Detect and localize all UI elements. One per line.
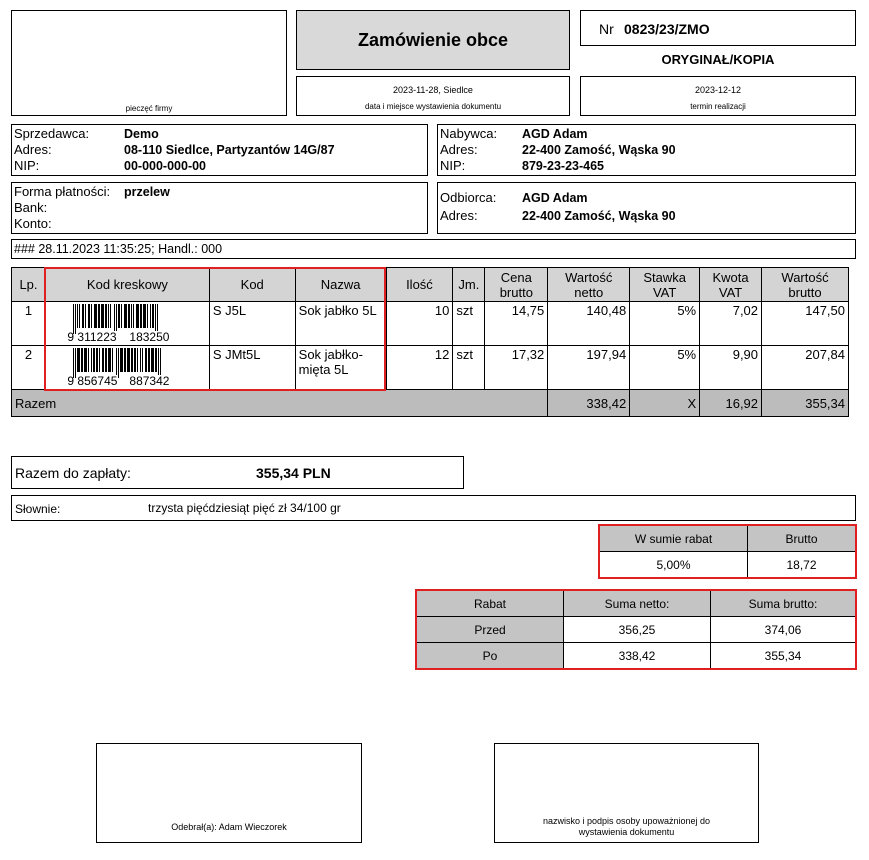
due-date-caption: termin realizacji bbox=[690, 102, 746, 111]
barcode-bar bbox=[124, 348, 126, 372]
barcode-bar bbox=[131, 348, 133, 372]
discount-summary-gross-header: Brutto bbox=[748, 525, 857, 552]
total-vat-rate: X bbox=[630, 390, 700, 417]
barcode-bar bbox=[101, 304, 104, 328]
barcode-bar bbox=[112, 348, 113, 372]
row-value-gross: 147,50 bbox=[762, 302, 849, 346]
barcode-bar bbox=[110, 304, 111, 328]
items-header-row bbox=[12, 268, 849, 302]
discount-header-gross: Suma brutto: bbox=[711, 590, 857, 617]
row-vat-rate: 5% bbox=[630, 302, 700, 346]
doc-number-box bbox=[580, 10, 856, 46]
items-table bbox=[11, 267, 849, 417]
barcode-bar bbox=[108, 348, 111, 372]
barcode-bar bbox=[82, 304, 84, 328]
table-row bbox=[416, 643, 856, 670]
buyer-nip-label: NIP: bbox=[440, 158, 466, 173]
row-code: S JMt5L bbox=[209, 346, 295, 390]
recipient-address-label: Adres: bbox=[440, 208, 478, 223]
row-lp: 2 bbox=[12, 346, 46, 390]
issue-date-box bbox=[296, 76, 570, 116]
row-code: S J5L bbox=[209, 302, 295, 346]
recipient-address: 22-400 Zamość, Wąska 90 bbox=[522, 209, 676, 223]
header-value-net: Wartość netto bbox=[548, 268, 630, 302]
barcode-bar bbox=[150, 304, 151, 328]
row-vat-amount: 9,90 bbox=[700, 346, 762, 390]
barcode-bar bbox=[88, 348, 89, 372]
table-row bbox=[12, 302, 849, 346]
issue-date-caption: data i miejsce wystawienia dokumentu bbox=[364, 102, 502, 111]
barcode-bar bbox=[98, 304, 100, 328]
row-lp: 1 bbox=[12, 302, 46, 346]
header-qty: Ilość bbox=[386, 268, 453, 302]
discount-row-gross: 355,34 bbox=[711, 643, 857, 670]
barcode-bar bbox=[136, 304, 139, 328]
to-pay-box bbox=[11, 456, 464, 489]
received-signature-box bbox=[96, 743, 362, 843]
discount-row-net: 356,25 bbox=[564, 617, 711, 643]
barcode-bar bbox=[133, 304, 134, 328]
seller-label: Sprzedawca: bbox=[14, 126, 90, 141]
barcode-bar bbox=[91, 348, 92, 372]
barcode-bar bbox=[75, 348, 76, 378]
company-stamp-label: pieczęć firmy bbox=[125, 104, 173, 113]
barcode-bar bbox=[91, 304, 92, 328]
discount-row-gross: 374,06 bbox=[711, 617, 857, 643]
header-value-gross: Wartość brutto bbox=[762, 268, 849, 302]
doc-number-label: Nr bbox=[599, 21, 614, 37]
discount-summary-header: W sumie rabat bbox=[599, 525, 748, 552]
header-barcode: Kod kreskowy bbox=[45, 268, 209, 302]
barcode-bar bbox=[148, 348, 150, 372]
barcode-bar bbox=[121, 304, 122, 328]
row-price-gross: 17,32 bbox=[485, 346, 548, 390]
header-price-gross: Cena brutto bbox=[485, 268, 548, 302]
received-by: Odebrał(a): Adam Wieczorek bbox=[171, 822, 287, 832]
payment-bank-label: Bank: bbox=[14, 200, 48, 215]
header-lp: Lp. bbox=[12, 268, 46, 302]
seller-name: Demo bbox=[124, 127, 159, 141]
barcode-bar bbox=[120, 348, 123, 372]
barcode-bar bbox=[84, 348, 87, 372]
seller-address: 08-110 Siedlce, Partyzantów 14G/87 bbox=[124, 143, 335, 157]
barcode-bar bbox=[128, 304, 130, 328]
barcode-bar bbox=[151, 348, 154, 372]
discount-row-label: Przed bbox=[416, 617, 564, 643]
buyer-address: 22-400 Zamość, Wąska 90 bbox=[522, 143, 676, 157]
header-code: Kod bbox=[209, 268, 295, 302]
row-unit: szt bbox=[453, 346, 485, 390]
doc-number-value: 0823/23/ZMO bbox=[624, 21, 710, 37]
barcode-bar bbox=[77, 304, 78, 328]
barcode-bar bbox=[118, 304, 120, 328]
barcode-bar bbox=[118, 348, 119, 378]
issue-date-place: 2023-11-28, Siedlce bbox=[393, 85, 473, 95]
barcode-bar bbox=[81, 348, 83, 372]
row-unit: szt bbox=[453, 302, 485, 346]
row-qty: 12 bbox=[386, 346, 453, 390]
barcode-bar bbox=[147, 304, 148, 328]
table-row bbox=[12, 346, 849, 390]
table-row bbox=[416, 617, 856, 643]
row-value-net: 197,94 bbox=[548, 346, 630, 390]
barcode-bar bbox=[131, 304, 132, 328]
barcode-bar bbox=[140, 304, 142, 328]
recipient-name: AGD Adam bbox=[522, 191, 588, 205]
in-words-label: Słownie: bbox=[15, 502, 61, 516]
barcode-bar bbox=[94, 304, 97, 328]
seller-box bbox=[11, 124, 428, 176]
barcode-bar bbox=[124, 304, 127, 328]
barcode-bar bbox=[105, 348, 107, 372]
in-words-box bbox=[11, 495, 856, 521]
barcode-bar bbox=[142, 348, 143, 372]
row-name: Sok jabłko 5L bbox=[295, 302, 386, 346]
doc-title: Zamówienie obce bbox=[357, 30, 509, 50]
barcode-bar bbox=[134, 348, 136, 372]
payment-form-label: Forma płatności: bbox=[14, 184, 111, 199]
buyer-label: Nabywca: bbox=[440, 126, 498, 141]
row-barcode: 9 311223 183250 bbox=[45, 302, 209, 346]
row-vat-rate: 5% bbox=[630, 346, 700, 390]
items-total-row bbox=[12, 390, 849, 417]
info-line: ### 28.11.2023 11:35:25; Handl.: 000 bbox=[11, 239, 856, 259]
recipient-box bbox=[437, 182, 856, 234]
total-vat-amount: 16,92 bbox=[700, 390, 762, 417]
barcode-bar bbox=[152, 304, 154, 328]
barcode-bar bbox=[127, 348, 130, 372]
barcode-bar bbox=[108, 304, 109, 328]
barcode-bar bbox=[140, 348, 141, 372]
row-qty: 10 bbox=[386, 302, 453, 346]
row-vat-amount: 7,02 bbox=[700, 302, 762, 346]
barcode-bar bbox=[145, 348, 147, 372]
header-vat-rate: Stawka VAT bbox=[630, 268, 700, 302]
header-vat-amount: Kwota VAT bbox=[700, 268, 762, 302]
barcode-bar bbox=[85, 304, 86, 328]
barcode-bar bbox=[88, 304, 90, 328]
barcode-bar bbox=[77, 348, 80, 372]
row-value-gross: 207,84 bbox=[762, 346, 849, 390]
discount-header-net: Suma netto: bbox=[564, 590, 711, 617]
barcode-bar bbox=[102, 348, 104, 372]
buyer-address-label: Adres: bbox=[440, 142, 478, 157]
buyer-name: AGD Adam bbox=[522, 127, 588, 141]
buyer-box bbox=[437, 124, 856, 176]
barcode-bar bbox=[143, 304, 146, 328]
buyer-nip: 879-23-23-465 bbox=[522, 159, 605, 173]
doc-title-box bbox=[296, 10, 570, 70]
barcode-bar bbox=[96, 348, 98, 372]
due-date-box bbox=[580, 76, 856, 116]
total-value-net: 338,42 bbox=[548, 390, 630, 417]
barcode-bar bbox=[75, 304, 76, 334]
row-barcode: 9 856745 887342 bbox=[45, 346, 209, 390]
discount-summary-table bbox=[598, 524, 857, 579]
barcode-bar bbox=[79, 304, 80, 328]
payment-box bbox=[11, 182, 428, 234]
discount-header-rabat: Rabat bbox=[416, 590, 564, 617]
discount-row-label: Po bbox=[416, 643, 564, 670]
payment-account-label: Konto: bbox=[14, 216, 52, 231]
to-pay-value: 355,34 PLN bbox=[256, 465, 331, 481]
row-price-gross: 14,75 bbox=[485, 302, 548, 346]
seller-nip: 00-000-000-00 bbox=[124, 159, 207, 173]
payment-form: przelew bbox=[124, 185, 170, 199]
to-pay-label: Razem do zapłaty: bbox=[15, 465, 131, 481]
total-value-gross: 355,34 bbox=[762, 390, 849, 417]
authorized-signature-box bbox=[494, 743, 759, 843]
row-value-net: 140,48 bbox=[548, 302, 630, 346]
barcode-bar bbox=[93, 348, 95, 372]
company-stamp-box bbox=[11, 10, 287, 116]
in-words-value: trzysta pięćdziesiąt pięć zł 34/100 gr bbox=[148, 501, 341, 515]
seller-nip-label: NIP: bbox=[14, 158, 40, 173]
header-unit: Jm. bbox=[453, 268, 485, 302]
due-date: 2023-12-12 bbox=[694, 85, 742, 95]
total-label: Razem bbox=[12, 390, 548, 417]
discount-summary-gross: 18,72 bbox=[748, 552, 857, 579]
header-name: Nazwa bbox=[295, 268, 386, 302]
authorized-line1: nazwisko i podpis osoby upoważnionej do bbox=[542, 816, 711, 826]
barcode-bar bbox=[137, 348, 138, 372]
barcode-bar bbox=[105, 304, 107, 328]
recipient-label: Odbiorca: bbox=[440, 190, 497, 205]
discount-table bbox=[415, 589, 857, 670]
discount-row-net: 338,42 bbox=[564, 643, 711, 670]
original-copy-label: ORYGINAŁ/KOPIA bbox=[661, 52, 775, 67]
seller-address-label: Adres: bbox=[14, 142, 52, 157]
barcode-bar bbox=[99, 348, 100, 372]
authorized-line2: wystawienia dokumentu bbox=[578, 827, 675, 837]
barcode-bar bbox=[155, 348, 157, 372]
row-name: Sok jabłko- mięta 5L bbox=[295, 346, 386, 390]
discount-summary-value: 5,00% bbox=[599, 552, 748, 579]
